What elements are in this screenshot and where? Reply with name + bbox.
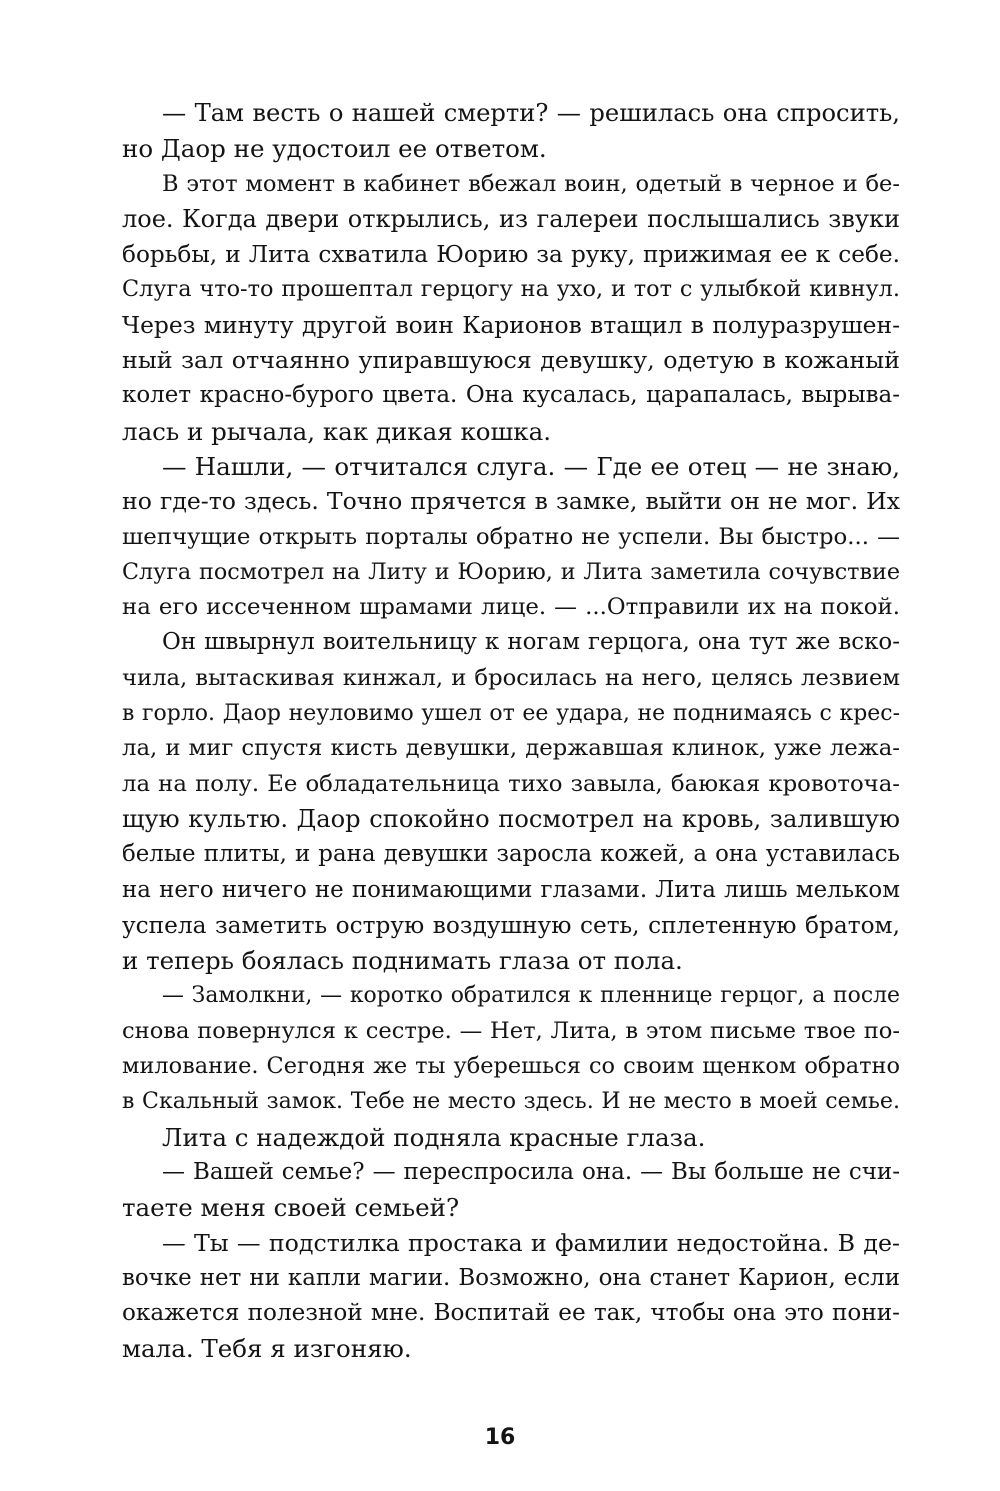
- text-line: и теперь боялась поднимать глаза от пола.: [122, 946, 683, 976]
- text-line: окажется полезной мне. Воспитай ее так, чтобы она это пони-: [122, 1300, 900, 1327]
- text-line: Лита с надеждой подняла красные глаза.: [162, 1122, 706, 1152]
- text-line: ный зал отчаянно упиравшуюся девушку, одетую в кожаный: [122, 346, 900, 375]
- text-line: — Нашли, — отчитался слуга. — Где ее отец — не знаю,: [162, 451, 900, 481]
- text-line: но Даор не удостоил ее ответом.: [122, 134, 547, 164]
- text-line: лое. Когда двери открылись, из галереи послышались звуки: [122, 204, 900, 233]
- body-text: [122, 96, 900, 1367]
- text-line: В этот момент в кабинет вбежал воин, одетый в черное и бе-: [162, 170, 900, 197]
- text-line: ла, и миг спустя кисть девушки, державшая клинок, уже лежа-: [122, 735, 900, 762]
- text-line: — Замолкни, — коротко обратился к пленнице герцог, а после: [162, 983, 900, 1009]
- text-line: — Вашей семье? — переспросила она. — Вы больше не счи-: [162, 1158, 900, 1185]
- text-line: шепчущие открыть порталы обратно не успели. Вы быстро... —: [122, 523, 900, 550]
- text-line: милование. Сегодня же ты уберешься со своим щенком обратно: [122, 1053, 900, 1080]
- text-line: лась и рычала, как дикая кошка.: [122, 416, 552, 446]
- text-line: на него ничего не понимающими глазами. Лита лишь мельком: [122, 876, 900, 903]
- text-line: вочке нет ни капли магии. Возможно, она станет Карион, если: [122, 1264, 900, 1291]
- text-line: Через минуту другой воин Карионов втащил в полуразрушен-: [122, 310, 900, 339]
- text-line: снова повернулся к сестре. — Нет, Лита, в этом письме твое по-: [122, 1017, 900, 1044]
- text-line: — Ты — подстилка простака и фамилии недостойна. В де-: [162, 1228, 900, 1257]
- text-line: на его иссеченном шрамами лице. — ...Отправили их на покой.: [122, 594, 900, 621]
- page-number: 16: [484, 1425, 516, 1450]
- text-line: белые плиты, и рана девушки заросла кожей, а она уставилась: [122, 841, 900, 868]
- text-line: чила, вытаскивая кинжал, и бросилась на него, целясь лезвием: [122, 664, 900, 691]
- text-line: колет красно-бурого цвета. Она кусалась, царапалась, вырыва-: [122, 382, 900, 409]
- text-line: успела заметить острую воздушную сеть, сплетенную братом,: [122, 911, 900, 939]
- text-line: Слуга посмотрел на Литу и Юорию, и Лита заметила сочувствие: [122, 558, 900, 585]
- text-line: ла на полу. Ее обладательница тихо завыла, баюкая кровоточа-: [122, 770, 900, 797]
- text-line: таете меня своей семьей?: [122, 1193, 460, 1223]
- text-line: в горло. Даор неуловимо ушел от ее удара, не поднимаясь с крес-: [122, 701, 900, 727]
- text-line: щую культю. Даор спокойно посмотрел на кровь, залившую: [122, 804, 900, 833]
- text-line: мала. Тебя я изгоняю.: [122, 1334, 412, 1364]
- text-line: Слуга что-то прошептал герцогу на ухо, и тот с улыбкой кивнул.: [122, 276, 900, 303]
- text-line: но где-то здесь. Точно прячется в замке, выйти он не мог. Их: [122, 487, 900, 516]
- text-line: Он швырнул воительницу к ногам герцога, она тут же вско-: [162, 629, 900, 656]
- text-line: борьбы, и Лита схватила Юорию за руку, прижимая ее к себе.: [122, 241, 900, 269]
- text-line: — Там весть о нашей смерти? — решилась она спросить,: [162, 99, 900, 127]
- text-line: в Скальный замок. Тебе не место здесь. И не место в моей семье.: [122, 1089, 900, 1115]
